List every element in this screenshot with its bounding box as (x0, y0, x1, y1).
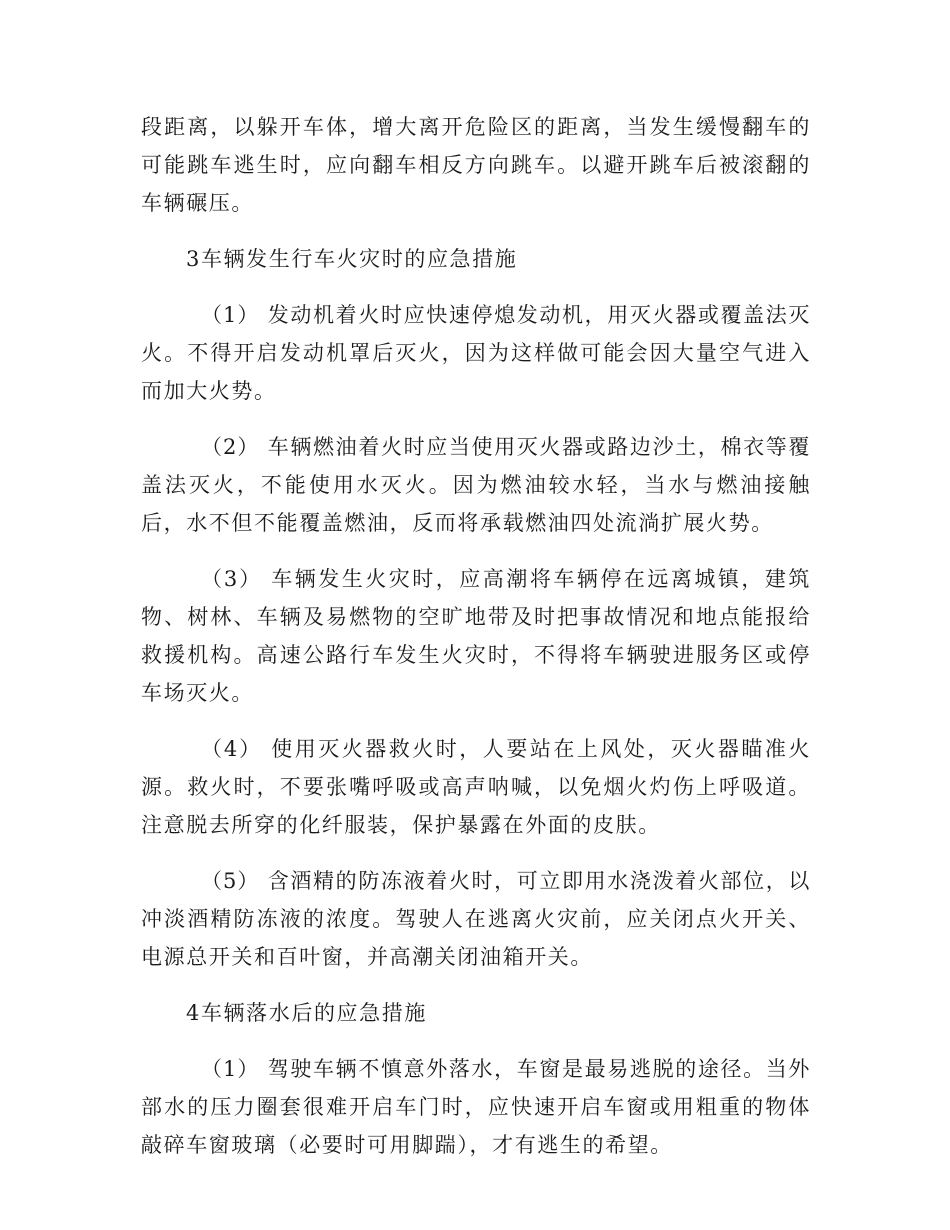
list-item-label: （1） (201, 1057, 260, 1081)
section-heading-fire: 3车辆发生行车火灾时的应急措施 (186, 247, 518, 271)
list-item-text: 含酒精的防冻液着火时，可立即用水浇泼着火部位，以冲淡酒精防冻液的浓度。驾驶人在逃离火灾前，应关闭点火开关、电源总开关和百叶窗，并高潮关闭油箱开关。 (141, 869, 811, 969)
list-item-fire-5 (141, 862, 811, 976)
list-item-fire-1 (141, 296, 811, 410)
list-item-label: （5） (201, 869, 260, 893)
list-item-label: （4） (201, 737, 263, 761)
list-item-label: （2） (201, 435, 260, 459)
list-item-label: （1） (201, 303, 260, 327)
list-item-fire-4 (141, 730, 811, 844)
list-item-text: 驾驶车辆不慎意外落水，车窗是最易逃脱的途径。当外部水的压力圈套很难开启车门时，应快速开启车窗或用粗重的物体敲碎车窗玻璃（必要时可用脚踹），才有逃生的希望。 (141, 1057, 811, 1157)
list-item-fire-2 (141, 428, 811, 542)
list-item-text: 车辆发生火灾时，应高潮将车辆停在远离城镇，建筑物、树林、车辆及易燃物的空旷地带及时把事故情况和地点能报给救援机构。高速公路行车发生火灾时，不得将车辆驶进服务区或停车场灭火。 (141, 567, 811, 705)
section-heading-water: 4车辆落水后的应急措施 (186, 1001, 427, 1025)
list-item-text: 使用灭火器救火时，人要站在上风处，灭火器瞄准火源。救火时，不要张嘴呼吸或高声呐喊，以免烟火灼伤上呼吸道。注意脱去所穿的化纤服装，保护暴露在外面的皮肤。 (141, 737, 811, 837)
list-item-label: （3） (201, 567, 263, 591)
list-item-water-1 (141, 1050, 811, 1164)
paragraph-continuation: 段距离，以躲开车体，增大离开危险区的距离，当发生缓慢翻车的可能跳车逃生时，应向翻车相反方向跳车。以避开跳车后被滚翻的车辆碾压。 (141, 115, 811, 215)
list-item-fire-3 (141, 560, 811, 712)
document-page (141, 108, 811, 1182)
list-item-text: 车辆燃油着火时应当使用灭火器或路边沙土，棉衣等覆盖法灭火，不能使用水灭火。因为燃油较水轻，当水与燃油接触后，水不但不能覆盖燃油，反而将承载燃油四处流淌扩展火势。 (141, 435, 811, 535)
list-item-text: 发动机着火时应快速停熄发动机，用灭火器或覆盖法灭火。不得开启发动机罩后灭火，因为这样做可能会因大量空气进入而加大火势。 (141, 303, 811, 403)
